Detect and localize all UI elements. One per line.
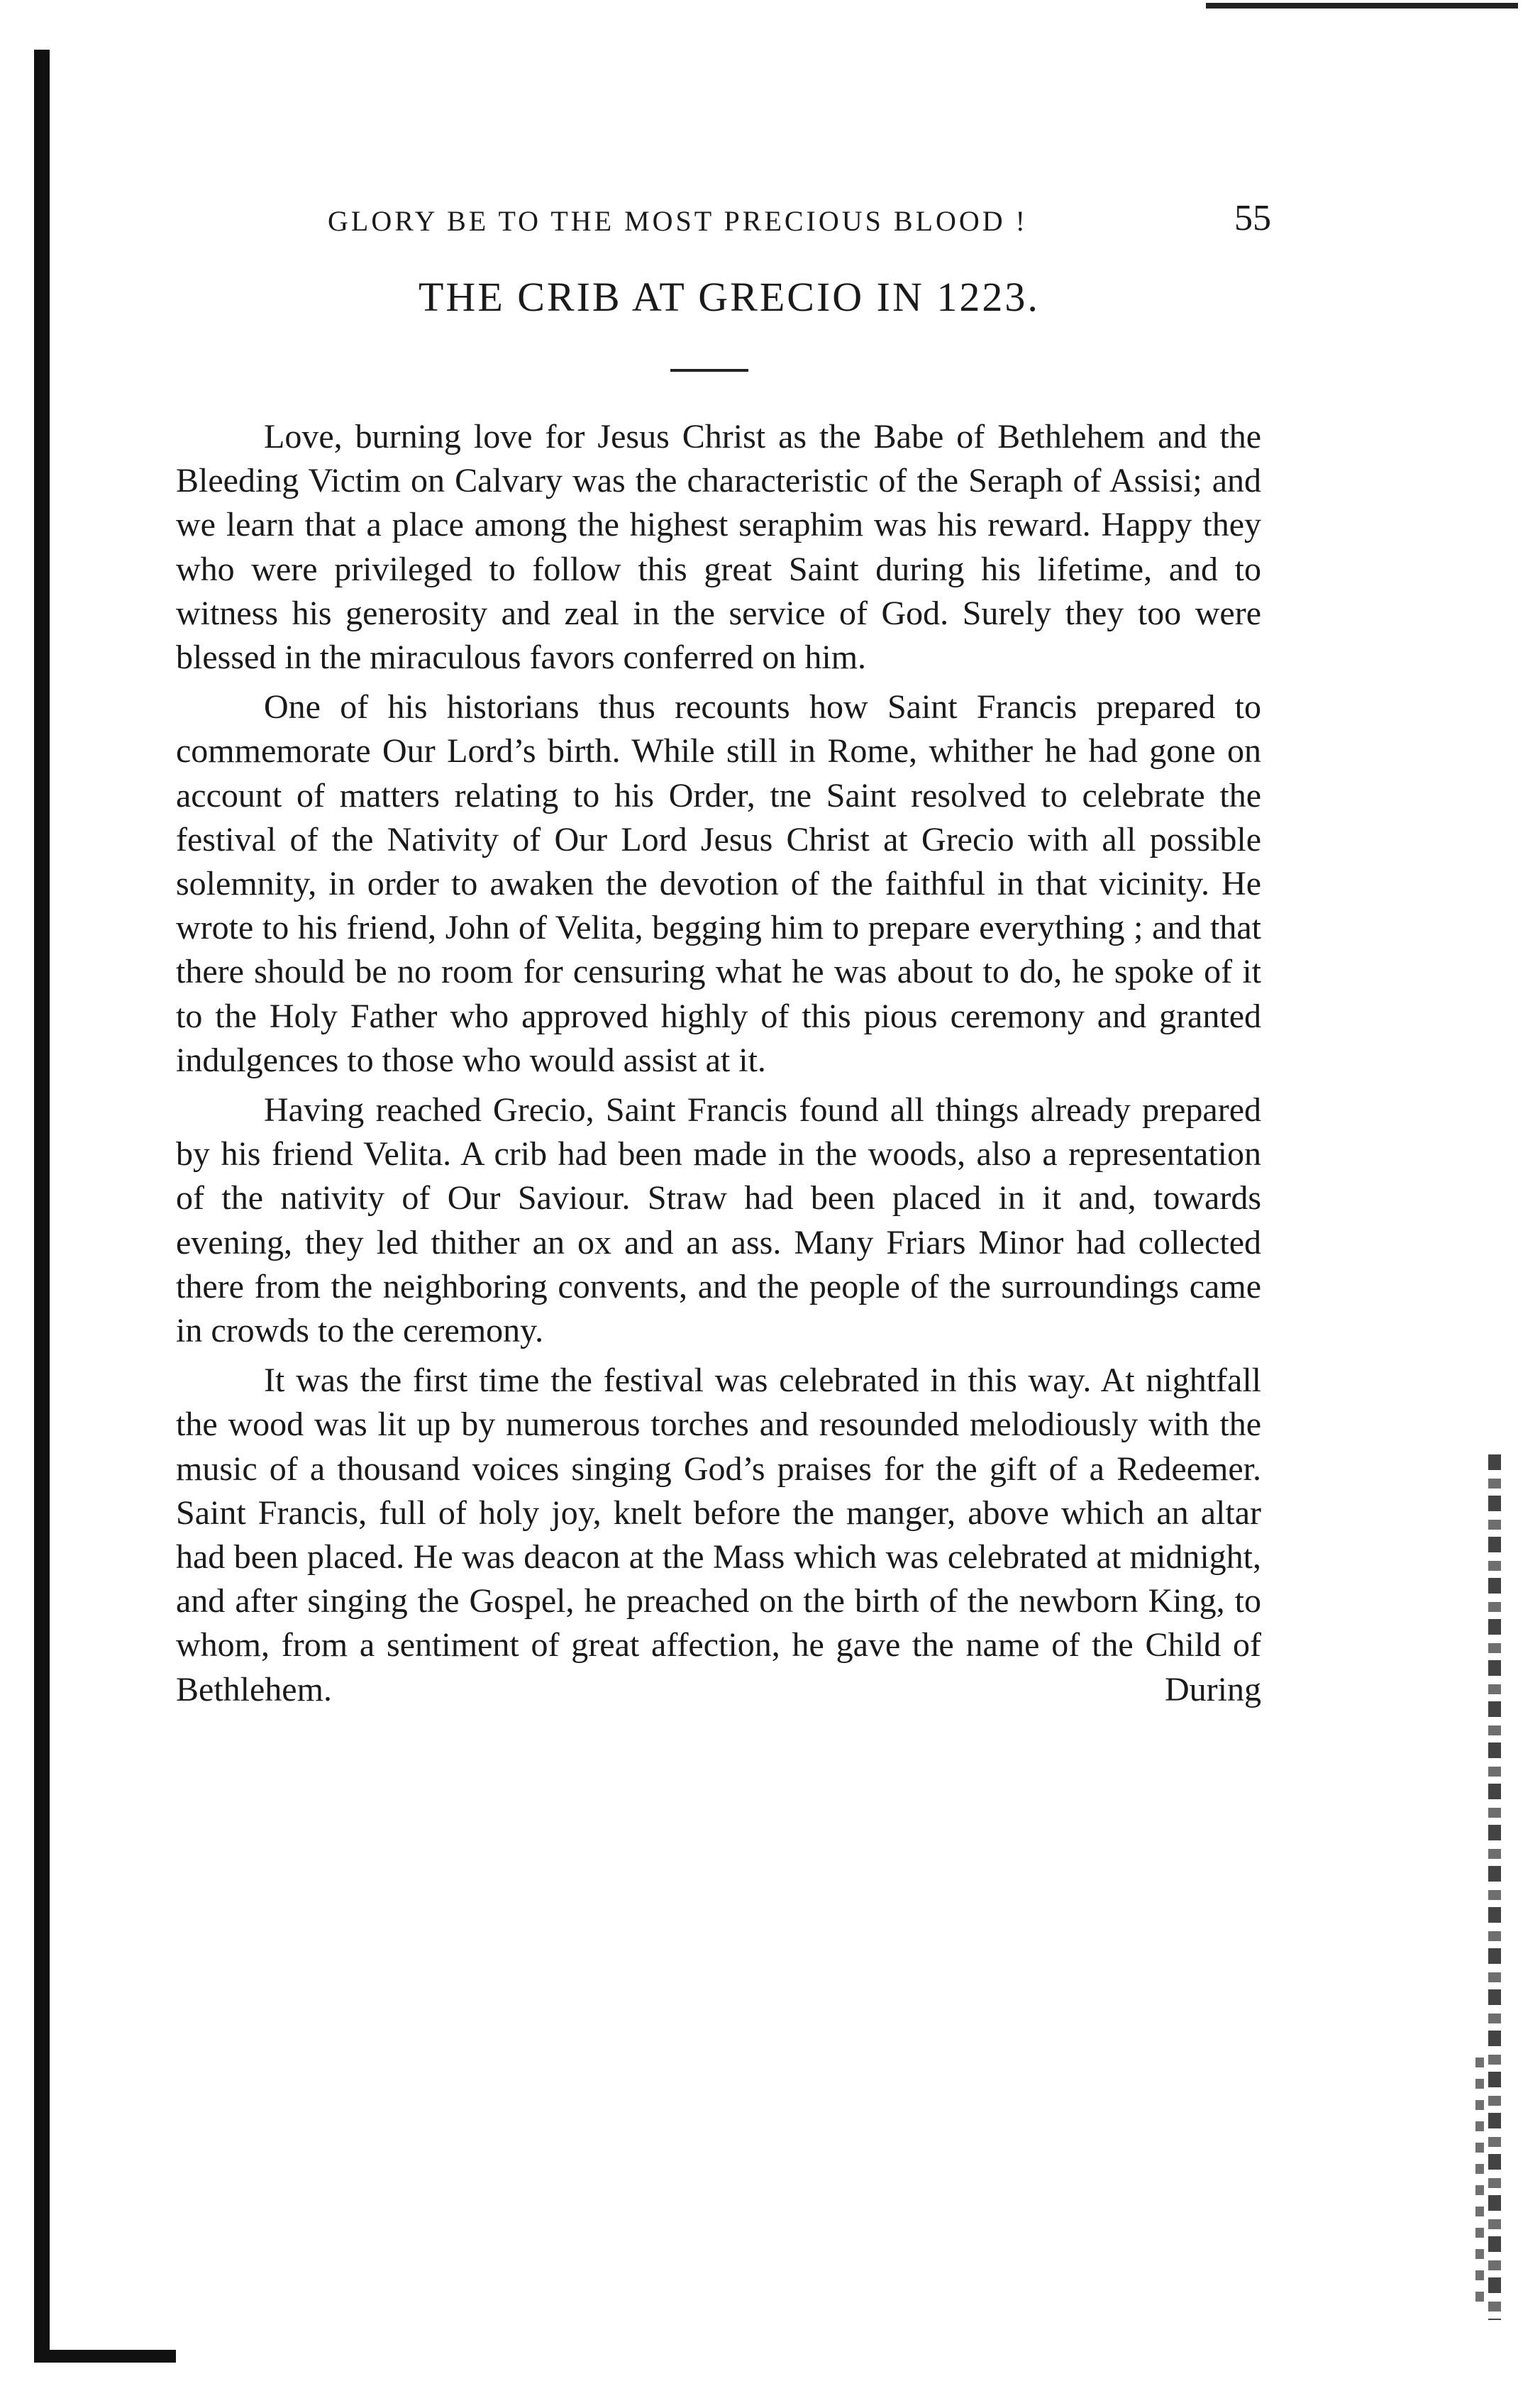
running-title: GLORY BE TO THE MOST PRECIOUS BLOOD !	[328, 205, 1028, 237]
scan-edge-top	[1206, 3, 1518, 9]
page-number: 55	[1234, 198, 1271, 238]
running-header	[328, 197, 1285, 247]
scan-edge-right-inner	[1475, 2058, 1484, 2313]
paragraph: It was the first time the festival was celebrated in this way. At nightfall the wood was lit up by numerous torches and resounded melodiously with the music of a thousand voices singing God’s praises for the gift of a Redeemer. Saint Francis, full of holy joy, knelt before the manger, above which an altar had been placed. He was deacon at the Mass which was celebrated at midnight, and after singing the Gospel, he preached on the birth of the newborn King, to whom, from a sentiment of great affection, he gave the name of the Child of Bethlehem. During	[176, 1362, 1261, 1708]
paragraph: One of his historians thus recounts how Saint Francis prepared to commemorate Our Lord’s birth. While still in Rome, whither he had gone on account of matters relating to his Order, tne Saint resolved to celebrate the festival of the Nativity of Our Lord Jesus Christ at Grecio with all possible solemnity, in order to awaken the devotion of the faithful in that vicinity. He wrote to his friend, John of Velita, begging him to prepare everything ; and that there should be no room for censuring what he was about to do, he spoke of it to the Holy Father who approved highly of this pious ceremony and granted indulgences to those who would assist at it.	[176, 688, 1261, 1079]
body-text	[176, 415, 1261, 1718]
paragraph: Love, burning love for Jesus Christ as the Babe of Bethlehem and the Bleeding Victim on Calvary was the characteristic of the Seraph of Assisi; and we learn that a place among the highest seraphim was his reward. Happy they who were privileged to follow this great Saint during his lifetime, and to witness his generosity and zeal in the service of God. Surely they too were blessed in the miraculous favors conferred on him.	[176, 418, 1261, 677]
chapter-title: THE CRIB AT GRECIO IN 1223.	[419, 274, 1040, 320]
scan-edge-right	[1488, 1454, 1501, 2320]
scan-binding-edge	[34, 50, 50, 2359]
paragraph: Having reached Grecio, Saint Francis found all things already prepared by his friend Velita. A crib had been made in the woods, also a representation of the nativity of Our Saviour. Straw had been placed in it and, towards evening, they led thither an ox and an ass. Many Friars Minor had collected there from the neighboring convents, and the people of the surroundings came in crowds to the ceremony.	[176, 1091, 1261, 1350]
title-rule	[670, 369, 748, 372]
scan-edge-bottom	[34, 2350, 176, 2363]
